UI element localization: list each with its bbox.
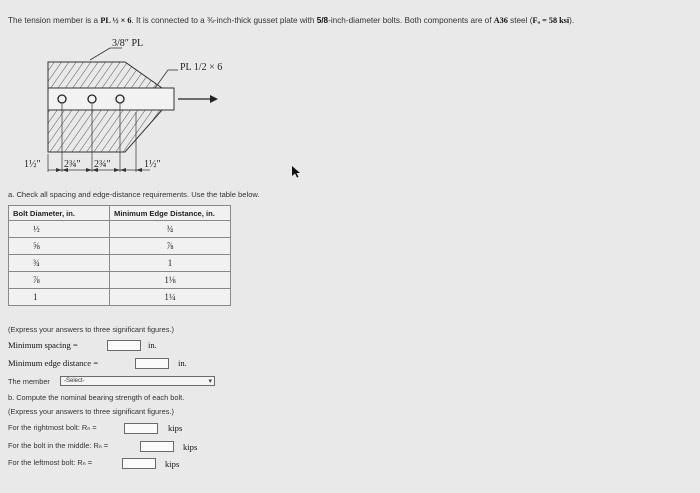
rightmost-bolt-label: For the rightmost bolt: Rₙ =	[8, 423, 97, 432]
part-a-sig-figs-note: (Express your answers to three significant figures.)	[8, 325, 174, 334]
leftmost-bolt-label: For the leftmost bolt: Rₙ =	[8, 458, 93, 467]
cell-min-edge: ¾	[110, 221, 231, 238]
cell-bolt-diameter: ⅞	[9, 272, 110, 289]
cell-min-edge: 1¼	[110, 289, 231, 306]
part-b-prompt: b. Compute the nominal bearing strength of each bolt.	[8, 393, 185, 402]
gusset-plate-label: 3/8″ PL	[112, 38, 144, 49]
table-row	[9, 272, 231, 289]
middle-bolt-label: For the bolt in the middle: Rₙ =	[8, 441, 109, 450]
part-a-prompt: a. Check all spacing and edge-distance requirements. Use the table below.	[8, 190, 260, 199]
cell-bolt-diameter: ¾	[9, 255, 110, 272]
table-row	[9, 238, 231, 255]
cell-bolt-diameter: 1	[9, 289, 110, 306]
connection-diagram	[0, 24, 300, 184]
dim-edge-right: 1½″	[144, 159, 161, 170]
edge-distance-table	[8, 205, 231, 306]
force-arrow	[210, 95, 218, 103]
table-row	[9, 289, 231, 306]
problem-text-3: . It is connected to a	[131, 16, 208, 25]
problem-text-7: -inch-diameter bolts. Both components are of	[328, 16, 494, 25]
ultimate-strength: Fᵤ = 58 ksi	[532, 16, 570, 25]
part-b-sig-figs-note: (Express your answers to three significant figures.)	[8, 407, 174, 416]
table-row	[9, 255, 231, 272]
cell-min-edge: 1⅛	[110, 272, 231, 289]
min-spacing-unit: in.	[148, 340, 157, 350]
problem-text-11: ).	[569, 16, 575, 25]
mouse-cursor-icon	[292, 166, 300, 178]
min-edge-distance-label: Minimum edge distance =	[8, 358, 99, 368]
member-plate-text: PL ½ × 6	[100, 16, 132, 25]
cell-bolt-diameter: ½	[9, 221, 110, 238]
member-plate-shape	[48, 88, 174, 110]
middle-bolt-unit: kips	[183, 442, 198, 452]
leftmost-bolt-input[interactable]	[122, 458, 156, 469]
gusset-thickness: ⅜	[207, 16, 214, 25]
min-spacing-label: Minimum spacing =	[8, 340, 78, 350]
problem-text-9: steel (	[507, 16, 533, 25]
min-edge-distance-input[interactable]	[135, 358, 169, 369]
table-row	[9, 221, 231, 238]
min-spacing-input[interactable]	[107, 340, 141, 351]
problem-text-5: -inch-thick gusset plate with	[213, 16, 317, 25]
steel-grade: A36	[493, 16, 508, 25]
rightmost-bolt-input[interactable]	[124, 423, 158, 434]
cell-bolt-diameter: ⅝	[9, 238, 110, 255]
leftmost-bolt-unit: kips	[165, 459, 180, 469]
bolt-diameter: 5/8	[316, 16, 329, 25]
min-edge-distance-unit: in.	[178, 358, 187, 368]
cell-min-edge: ⅞	[110, 238, 231, 255]
member-select-value: -Select-	[64, 378, 85, 384]
member-plate-label: PL 1/2 × 6	[180, 62, 223, 73]
table-header-row	[9, 206, 231, 221]
dim-spacing-2: 2¾″	[94, 159, 111, 170]
middle-bolt-input[interactable]	[140, 441, 174, 452]
chevron-down-icon: ▾	[208, 378, 212, 385]
dim-edge-left: 1½″	[24, 159, 41, 170]
problem-text-1: The tension member is a	[8, 16, 101, 25]
dim-spacing-1: 2¾″	[64, 159, 81, 170]
member-select-dropdown[interactable]	[60, 376, 215, 386]
member-label: The member	[8, 377, 50, 386]
rightmost-bolt-unit: kips	[168, 423, 183, 433]
column-header-min-edge-distance: Minimum Edge Distance, in.	[110, 206, 231, 221]
cell-min-edge: 1	[110, 255, 231, 272]
column-header-bolt-diameter: Bolt Diameter, in.	[9, 206, 110, 221]
